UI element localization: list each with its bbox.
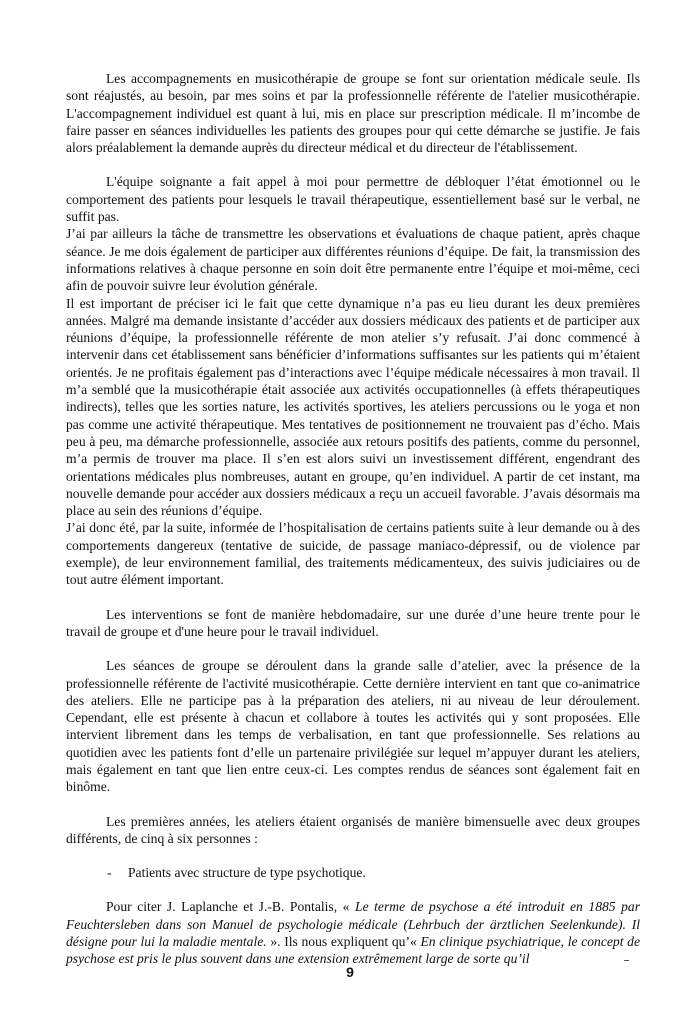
page-number: 9 <box>346 964 354 980</box>
paragraph-citation <box>66 898 640 967</box>
paragraph-group-orientation: Les accompagnements en musicothérapie de groupe se font sur orientation médicale seule. Ils sont réajustés, au besoin, par mes soins et par la professionnelle référente de l'atelier musicothérapie. L'accompagnement individuel est quant à lui, mis en place sur prescription médicale. Il m’incombe de faire passer en séances individuelles les patients des groupes pour qui cette démarche se justifie. Je fais alors préalablement la demande auprès du directeur médical et du directeur de l'établissement. <box>66 71 640 156</box>
scan-mark <box>624 960 629 961</box>
citation-quote-1: Le terme de psychose a été introduit en 1885 par Feuchtersleben dans son Manuel de psychologie médicale (Lehrbuch der ärztlichen Seelenkunde). Il désigne pour lui la maladie mentale. <box>66 899 641 950</box>
paragraph-transmission: J’ai par ailleurs la tâche de transmettre les observations et évaluations de chaque patient, après chaque séance. Je me dois également de participer aux différentes réunions d’équipe. De fait, la transmission des informations relatives à chaque personne en soin doit être permanente entre l’équipe et moi-même, ceci afin de pouvoir suivre leur évolution générale. <box>66 226 640 294</box>
paragraph-dynamics: Il est important de préciser ici le fait que cette dynamique n’a pas eu lieu durant les deux premières années. Malgré ma demande insistante d’accéder aux dossiers médicaux des patients et de participer aux réunions d’équipe, la professionnelle référente de mon atelier s’y refusait. J’ai donc commencé à intervenir dans cet établissement sans bénéficier d’informations suffisantes sur les patients qui m’étaient orientés. Je ne profitais également pas d’interactions avec l’équipe médicale nécessaires à mon travail. Il m’a semblé que la musicothérapie était associée aux activités occupationnelles (à effets thérapeutiques indirects), telles que les sorties nature, les activités sportives, les ateliers percussions ou le yoga et non pas comme une activité thérapeutique. Mes tentatives de positionnement ne trouvaient pas d’écho. Mais peu à peu, ma démarche professionnelle, associée aux retours positifs des patients, comme du personnel, m’a permis de trouver ma place. Il s’en est alors suivi un investissement différent, engendrant des orientations médicales plus nombreuses, autant en groupe, qu’en individuel. A partir de cet instant, ma nouvelle demande pour accéder aux dossiers médicaux a reçu un accueil favorable. J’avais désormais ma place au sein des réunions d’équipe. <box>66 295 640 519</box>
paragraph-first-years: Les premières années, les ateliers étaient organisés de manière bimensuelle avec deux groupes différents, de cinq à six personnes : <box>66 813 640 846</box>
paragraph-team-request: L'équipe soignante a fait appel à moi pour permettre de débloquer l’état émotionnel ou le comportement des patients pour lesquels le travail thérapeutique, essentiellement basé sur le verbal, ne suffit pas. <box>66 174 640 225</box>
bullet-item-psychotic <box>66 864 640 881</box>
citation-intro: Pour citer J. Laplanche et J.-B. Pontalis, « <box>106 899 350 915</box>
bullet-text: Patients avec structure de type psychotique. <box>128 865 366 881</box>
citation-quote-2: En clinique psychiatrique, le concept de psychose est pris le plus souvent dans une extension extrêmement large de sorte qu’il <box>66 934 640 967</box>
paragraph-interventions: Les interventions se font de manière hebdomadaire, sur une durée d’une heure trente pour le travail de groupe et d'une heure pour le travail individuel. <box>66 606 640 639</box>
bullet-marker: - <box>107 865 112 881</box>
paragraph-hospitalisation: J’ai donc été, par la suite, informée de l’hospitalisation de certains patients suite à leur demande ou à des comportements dangereux (tentative de suicide, de passage maniaco-dépressif, ou de violence par exemple), de leur environnement familial, des traitements médicamenteux, des suivis judiciaires ou de tout autre élément important. <box>66 520 640 588</box>
page-body <box>66 70 640 968</box>
citation-middle: ». Ils nous expliquent qu’« <box>270 934 417 950</box>
paragraph-group-sessions: Les séances de groupe se déroulent dans la grande salle d’atelier, avec la présence de la professionnelle référente de l'activité musicothérapie. Cette dernière intervient en tant que co-animatrice des ateliers. Elle ne participe pas à la préparation des ateliers, ni au niveau de leur déroulement. Cependant, elle est présente à chacun et collabore à toutes les activités qui y sont proposées. Elle intervient librement dans les temps de verbalisation, en tant que professionnelle. Ses relations au quotidien avec les patients font d’elle un partenaire privilégiée sur lequel m’appuyer durant les ateliers, mais également en tant que lien entre ceux-ci. Les comptes rendus de séances sont également fait en binôme. <box>66 658 640 795</box>
